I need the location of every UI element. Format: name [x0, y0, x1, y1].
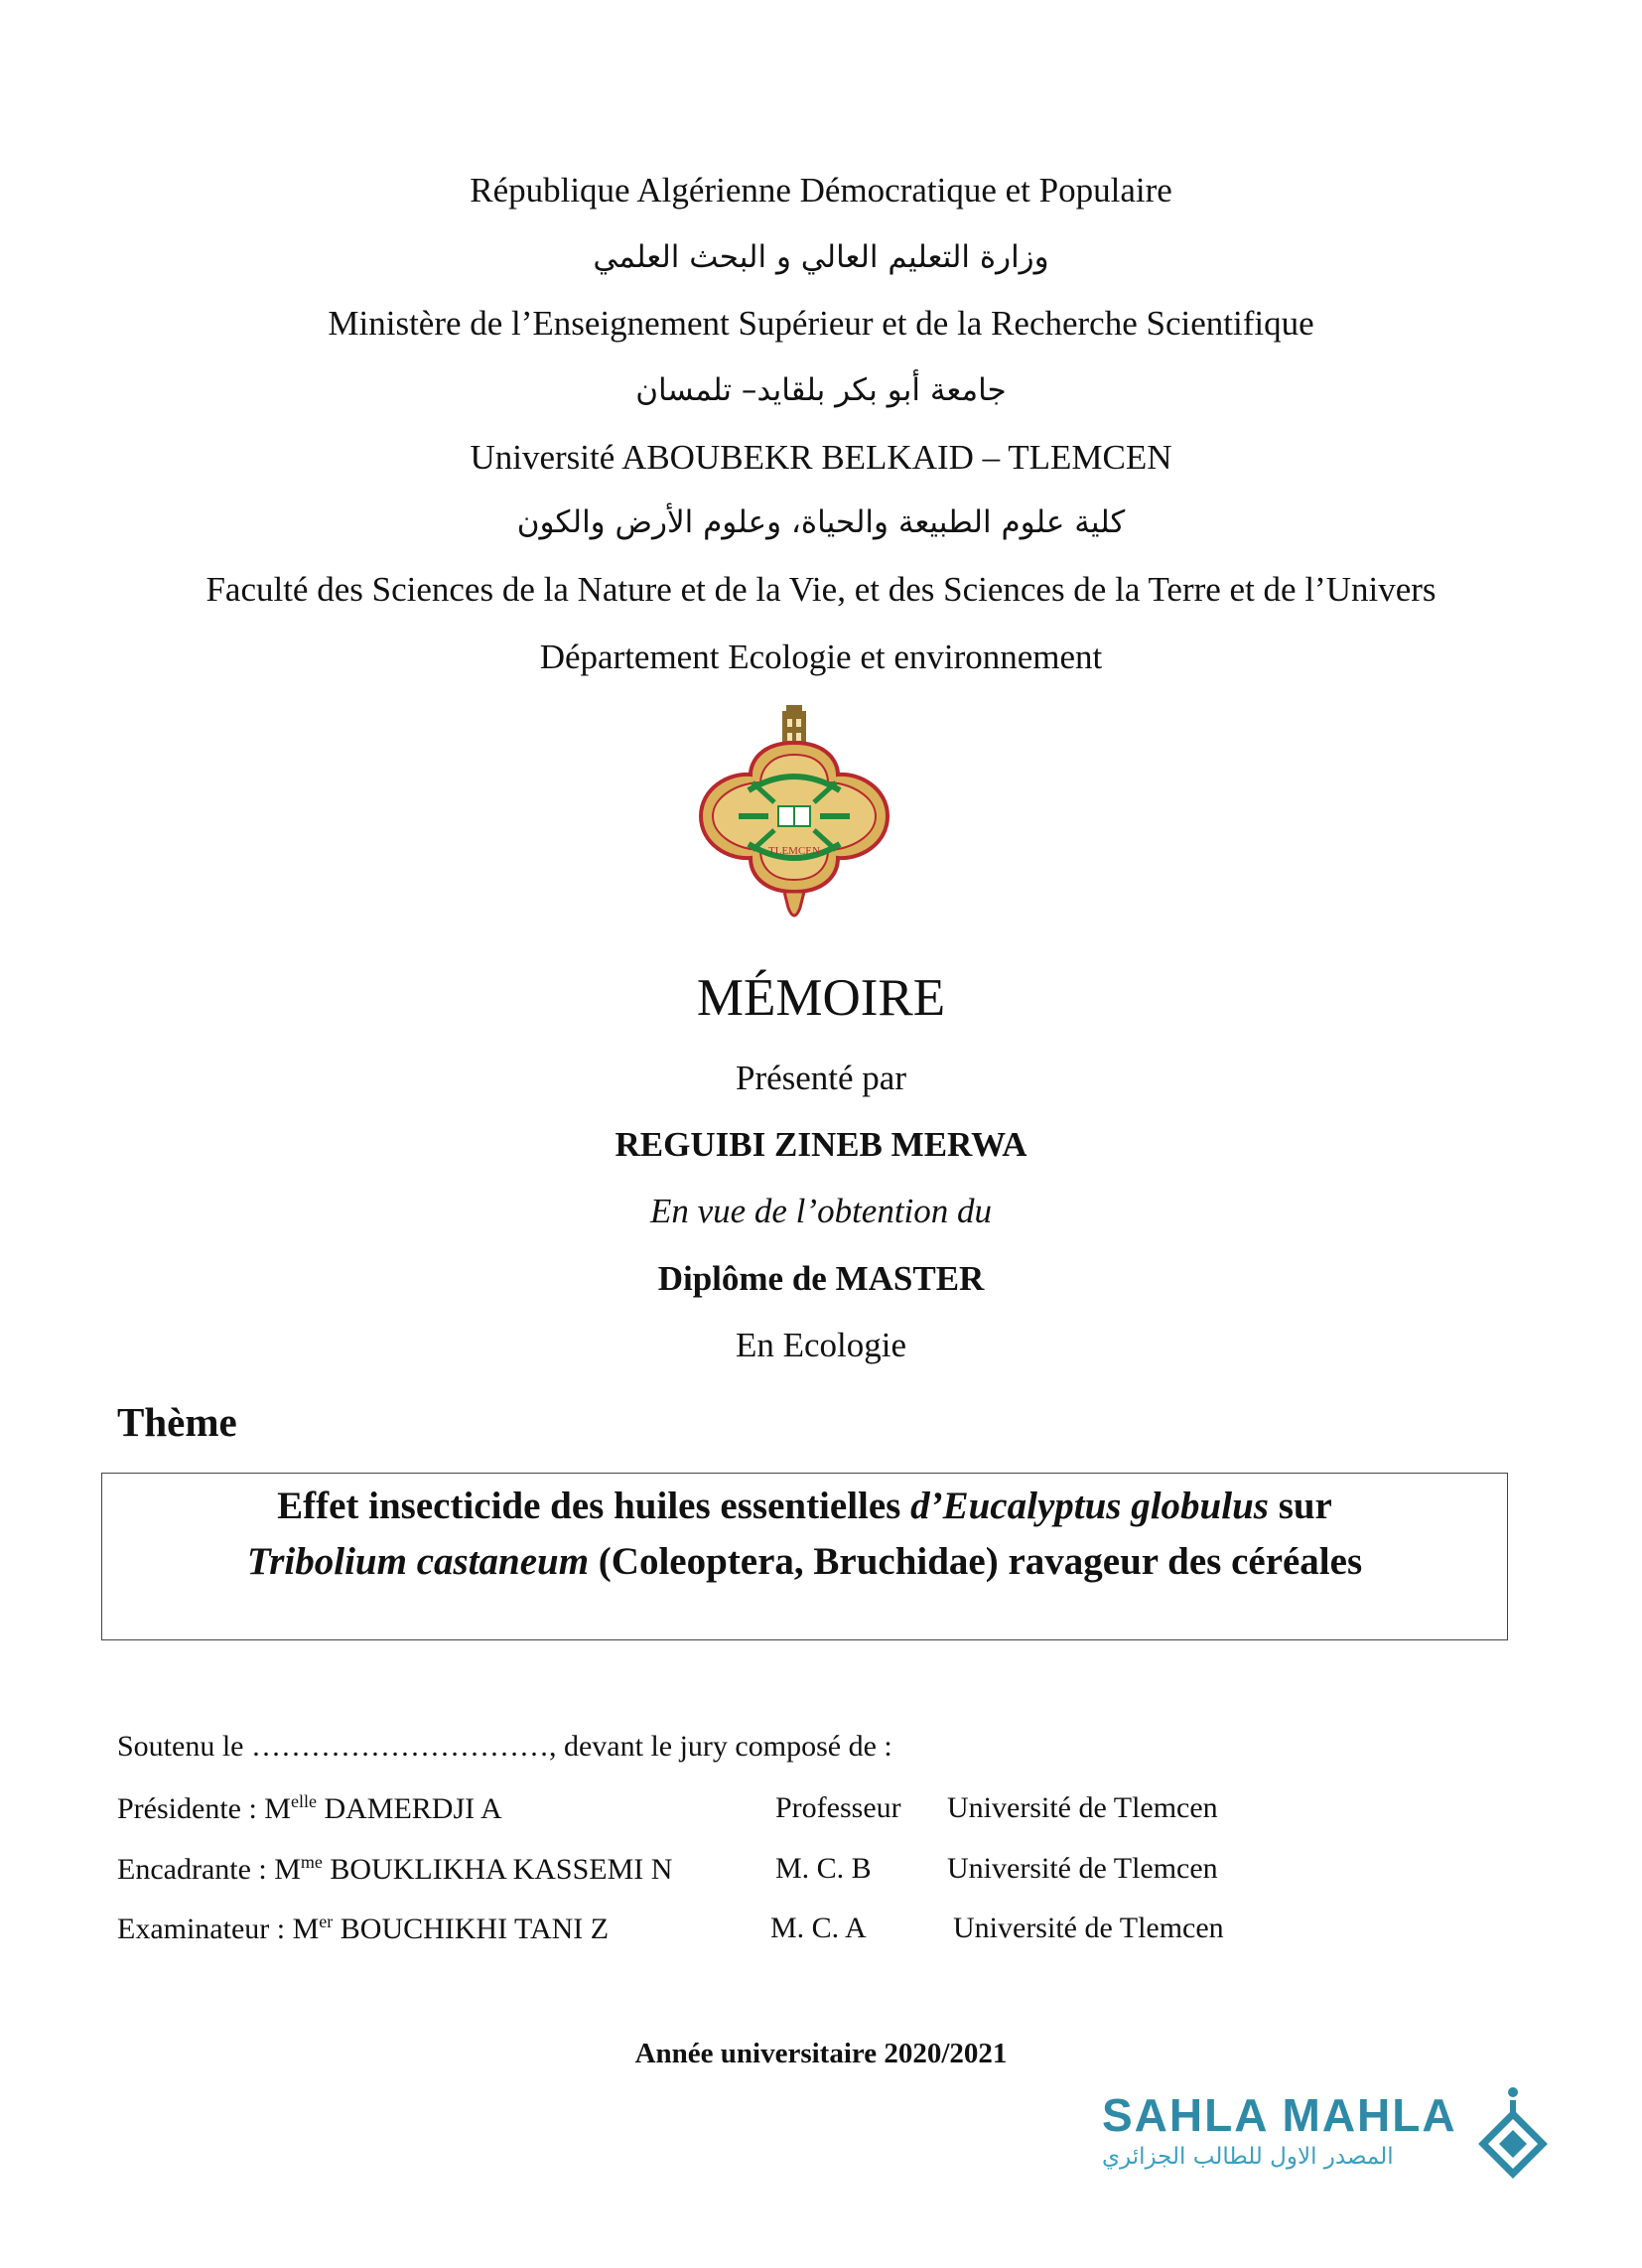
sahla-logo-icon: [1477, 2084, 1549, 2184]
jury-title-sup: er: [319, 1912, 334, 1931]
author-name: REGUIBI ZINEB MERWA: [615, 1125, 1027, 1164]
diploma-line: Diplôme de MASTER: [657, 1259, 985, 1298]
presented-by: Présenté par: [735, 1059, 906, 1097]
jury-institution: Université de Tlemcen: [947, 1852, 1218, 1885]
jury-name: BOUCHIKHI TANI Z: [333, 1913, 610, 1945]
jury-grade: M. C. B: [775, 1852, 872, 1885]
jury-name: BOUKLIKHA KASSEMI N: [322, 1853, 673, 1886]
university-arabic-line: جامعة أبو بكر بلقايد– تلمسان: [635, 372, 1007, 408]
seal-text: TLEMCEN: [768, 845, 820, 857]
university-line: Université ABOUBEKR BELKAID – TLEMCEN: [470, 438, 1172, 477]
jury-member-president: [117, 1791, 502, 1826]
watermark-name: SAHLA MAHLA: [1102, 2089, 1457, 2141]
theme-title-line-2: [102, 1539, 1507, 1584]
ministry-line: Ministère de l’Enseignement Supérieur et de la Recherche Scientifique: [328, 304, 1314, 343]
jury-title-sup: me: [300, 1852, 323, 1872]
jury-institution: Université de Tlemcen: [953, 1912, 1224, 1944]
theme-species-2: Tribolium castaneum: [246, 1540, 590, 1583]
jury-institution: Université de Tlemcen: [947, 1791, 1218, 1824]
department-line: Département Ecologie et environnement: [539, 638, 1103, 676]
academic-year: Année universitaire 2020/2021: [634, 2038, 1008, 2069]
university-seal-icon: [689, 703, 899, 927]
memoire-title: MÉMOIRE: [696, 969, 946, 1027]
jury-name: DAMERDJI A: [316, 1792, 502, 1825]
jury-member-supervisor: [117, 1852, 672, 1887]
ministry-arabic-line: وزارة التعليم العالي و البحث العلمي: [593, 239, 1049, 275]
purpose-line: En vue de l’obtention du: [649, 1192, 993, 1230]
jury-grade: Professeur: [775, 1791, 901, 1824]
theme-title-line-1: [102, 1484, 1507, 1528]
jury-title-sup: elle: [290, 1791, 317, 1811]
faculty-arabic-line: كلية علوم الطبيعة والحياة، وعلوم الأرض والكون: [516, 504, 1126, 540]
jury-member-examiner: [117, 1912, 609, 1946]
jury-grade: M. C. A: [770, 1912, 867, 1944]
theme-species-1: d’Eucalyptus globulus: [910, 1485, 1269, 1527]
theme-box: [101, 1473, 1508, 1640]
jury-intro: Soutenu le …………………………, devant le jury composé de :: [117, 1730, 892, 1763]
jury-role: Présidente : M: [117, 1792, 291, 1825]
republic-line: République Algérienne Démocratique et Populaire: [470, 171, 1172, 210]
theme-label: Thème: [117, 1399, 237, 1445]
theme-text-1c: sur: [1268, 1485, 1332, 1527]
field-line: En Ecologie: [735, 1326, 907, 1364]
jury-role: Examinateur : M: [117, 1913, 320, 1945]
watermark-tagline: المصدر الاول للطالب الجزائري: [1102, 2144, 1394, 2170]
sahla-mahla-watermark: [1092, 2080, 1559, 2190]
theme-text-2b: (Coleoptera, Bruchidae) ravageur des céréales: [589, 1540, 1363, 1583]
faculty-line: Faculté des Sciences de la Nature et de la Vie, et des Sciences de la Terre et de l’Univers: [205, 570, 1437, 609]
theme-text-1a: Effet insecticide des huiles essentielles: [277, 1485, 911, 1527]
jury-role: Encadrante : M: [117, 1853, 301, 1886]
